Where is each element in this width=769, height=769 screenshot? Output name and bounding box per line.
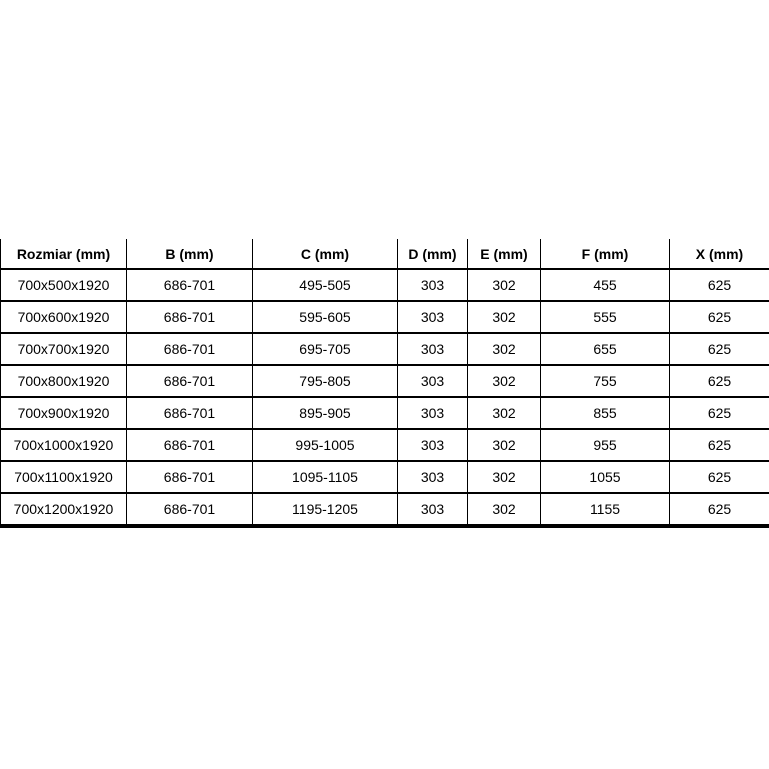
table-cell: 302 xyxy=(468,493,541,526)
table-row xyxy=(1,493,769,526)
table-cell: 755 xyxy=(541,365,670,397)
table-cell: 795-805 xyxy=(253,365,398,397)
table-row xyxy=(1,365,769,397)
table-cell: 595-605 xyxy=(253,301,398,333)
table-cell: 302 xyxy=(468,269,541,301)
column-header-1: B (mm) xyxy=(127,239,253,269)
table-cell: 700x800x1920 xyxy=(1,365,127,397)
table-cell: 700x700x1920 xyxy=(1,333,127,365)
table-cell: 302 xyxy=(468,461,541,493)
table-cell: 686-701 xyxy=(127,301,253,333)
table-cell: 625 xyxy=(670,333,769,365)
table-header-row xyxy=(1,239,769,269)
table-cell: 303 xyxy=(398,269,468,301)
table-cell: 302 xyxy=(468,333,541,365)
table-cell: 625 xyxy=(670,365,769,397)
table-cell: 700x600x1920 xyxy=(1,301,127,333)
table-cell: 955 xyxy=(541,429,670,461)
table-cell: 303 xyxy=(398,429,468,461)
table-cell: 625 xyxy=(670,429,769,461)
table-cell: 686-701 xyxy=(127,397,253,429)
table-cell: 303 xyxy=(398,461,468,493)
table-cell: 303 xyxy=(398,301,468,333)
table-body xyxy=(1,269,769,526)
table-row xyxy=(1,429,769,461)
column-header-4: E (mm) xyxy=(468,239,541,269)
table-cell: 1155 xyxy=(541,493,670,526)
table-cell: 686-701 xyxy=(127,269,253,301)
table-cell: 303 xyxy=(398,493,468,526)
table-cell: 700x1000x1920 xyxy=(1,429,127,461)
table-cell: 1055 xyxy=(541,461,670,493)
table-cell: 686-701 xyxy=(127,365,253,397)
table-cell: 303 xyxy=(398,397,468,429)
table-row xyxy=(1,461,769,493)
column-header-3: D (mm) xyxy=(398,239,468,269)
column-header-5: F (mm) xyxy=(541,239,670,269)
table-cell: 686-701 xyxy=(127,461,253,493)
table-cell: 625 xyxy=(670,397,769,429)
column-header-0: Rozmiar (mm) xyxy=(1,239,127,269)
table-cell: 895-905 xyxy=(253,397,398,429)
table-cell: 625 xyxy=(670,493,769,526)
column-header-6: X (mm) xyxy=(670,239,769,269)
table-cell: 686-701 xyxy=(127,333,253,365)
table-cell: 625 xyxy=(670,461,769,493)
table-header xyxy=(1,239,769,269)
table-cell: 625 xyxy=(670,269,769,301)
table-cell: 700x900x1920 xyxy=(1,397,127,429)
table-row xyxy=(1,301,769,333)
table-cell: 686-701 xyxy=(127,493,253,526)
table-cell: 555 xyxy=(541,301,670,333)
table-cell: 1095-1105 xyxy=(253,461,398,493)
table-cell: 700x500x1920 xyxy=(1,269,127,301)
table-row xyxy=(1,269,769,301)
table-cell: 303 xyxy=(398,365,468,397)
column-header-2: C (mm) xyxy=(253,239,398,269)
table-cell: 302 xyxy=(468,365,541,397)
table-cell: 1195-1205 xyxy=(253,493,398,526)
size-spec-table xyxy=(0,239,769,528)
table-cell: 700x1100x1920 xyxy=(1,461,127,493)
table-cell: 455 xyxy=(541,269,670,301)
size-table-wrapper xyxy=(0,239,769,528)
table-cell: 855 xyxy=(541,397,670,429)
table-cell: 995-1005 xyxy=(253,429,398,461)
table-cell: 302 xyxy=(468,429,541,461)
table-cell: 695-705 xyxy=(253,333,398,365)
table-cell: 625 xyxy=(670,301,769,333)
table-cell: 655 xyxy=(541,333,670,365)
table-cell: 302 xyxy=(468,397,541,429)
table-row xyxy=(1,397,769,429)
table-row xyxy=(1,333,769,365)
table-cell: 303 xyxy=(398,333,468,365)
table-cell: 700x1200x1920 xyxy=(1,493,127,526)
table-cell: 495-505 xyxy=(253,269,398,301)
table-cell: 302 xyxy=(468,301,541,333)
table-cell: 686-701 xyxy=(127,429,253,461)
